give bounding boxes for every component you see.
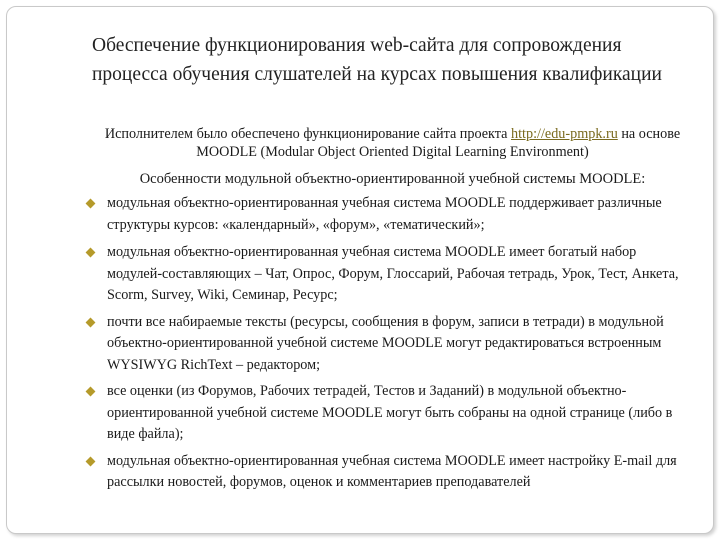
slide-title: Обеспечение функционирования web-сайта для сопровождения процесса обучения слушателей на курсах повышения квалификации: [92, 35, 662, 85]
features-list: [85, 193, 690, 494]
diamond-bullet-icon: [86, 248, 96, 258]
features-heading: Особенности модульной объектно-ориентированной учебной системы MOODLE:: [139, 171, 646, 187]
diamond-bullet-icon: [86, 387, 96, 397]
diamond-bullet-icon: [86, 199, 96, 209]
list-item-text: почти все набираемые тексты (ресурсы, сообщения в форум, записи в тетради) в модульной объектно-ориентированной учебной системе MOODLE могут редактироваться встроенным WYSIWYG RichText – редактором;: [107, 313, 664, 373]
diamond-bullet-icon: [86, 456, 96, 466]
list-item-text: модульная объектно-ориентированная учебная система MOODLE имеет богатый набор модулей-составляющих – Чат, Опрос, Форум, Глоссарий, Рабочая тетрадь, Урок, Тест, Анкета, Scorm, Survey, Wiki, Семинар, Ресурс;: [107, 244, 679, 303]
project-link[interactable]: http://edu-pmpk.ru: [511, 126, 618, 142]
list-item: [85, 451, 690, 494]
intro-text-continued: на основе MOODLE (Modular Object Oriented Digital Learning Environment): [196, 126, 681, 160]
list-item-text: все оценки (из Форумов, Рабочих тетрадей, Тестов и Заданий) в модульной объектно-ориентированной учебной системе MOODLE могут быть собраны на одной странице (либо в виде файла);: [107, 383, 673, 442]
list-item-text: модульная объектно-ориентированная учебная система MOODLE поддерживает различные структуры курсов: «календарный», «форум», «тематический»;: [107, 195, 662, 233]
intro-paragraph: [85, 125, 700, 161]
list-item: [85, 193, 690, 236]
list-item: [85, 312, 690, 377]
diamond-bullet-icon: [86, 317, 96, 327]
list-item: [85, 242, 690, 307]
intro-text: Исполнителем было обеспечено функционирование сайта проекта: [104, 126, 511, 142]
list-item-text: модульная объектно-ориентированная учебная система MOODLE имеет настройку E-mail для рассылки новостей, форумов, оценок и комментариев преподавателей: [107, 452, 677, 490]
list-item: [85, 381, 690, 446]
slide-frame: [6, 6, 714, 534]
